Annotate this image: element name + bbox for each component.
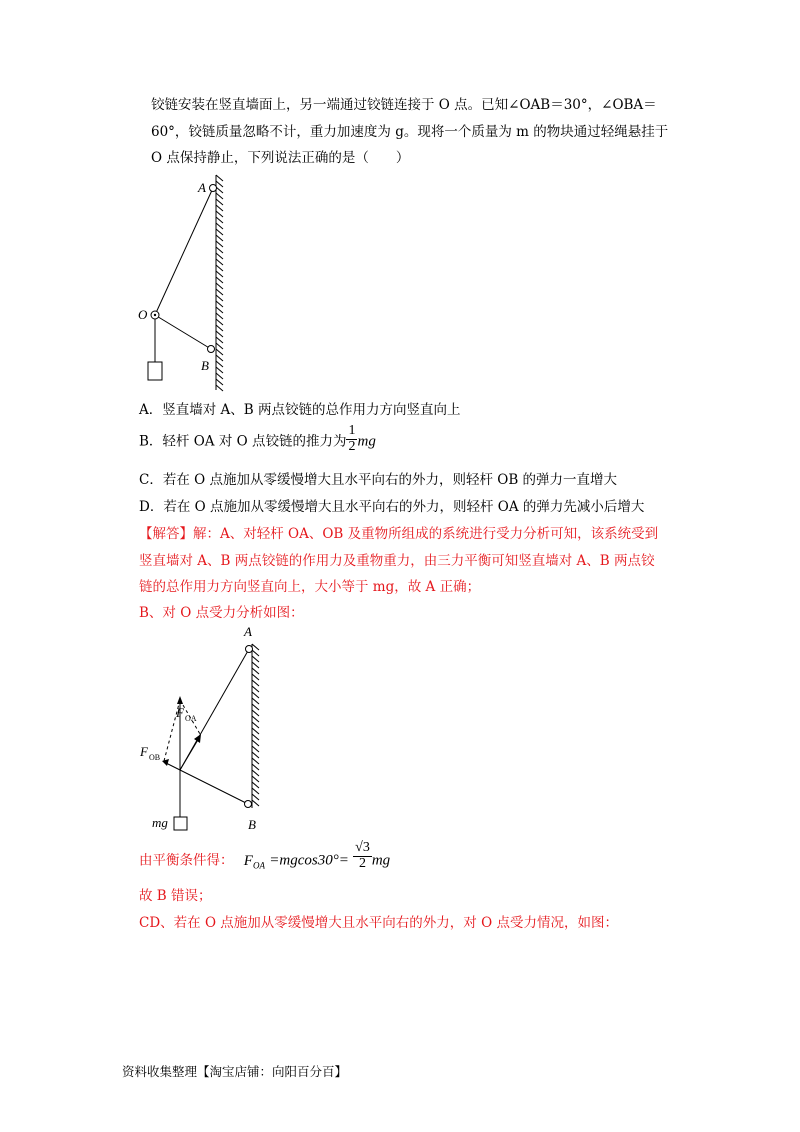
option-b-fraction bbox=[346, 424, 357, 454]
rod-ob-2 bbox=[180, 770, 248, 804]
hatch-mark bbox=[252, 770, 259, 776]
hatch-mark bbox=[216, 199, 223, 205]
question-line-1: 铰链安装在竖直墙面上，另一端通过铰链连接于 O 点。已知∠OAB＝30°，∠OBA＝ bbox=[151, 97, 657, 113]
rod-ob bbox=[155, 315, 211, 349]
hatch-mark bbox=[216, 367, 223, 373]
hatch-mark bbox=[216, 361, 223, 367]
label-fob: F bbox=[140, 744, 148, 759]
option-b bbox=[139, 423, 376, 454]
eq-f: F bbox=[243, 852, 253, 869]
wall-2 bbox=[252, 644, 259, 808]
hatch-mark bbox=[216, 253, 223, 259]
hatch-mark bbox=[216, 337, 223, 343]
hatch-mark bbox=[216, 181, 223, 187]
hinge-a bbox=[210, 185, 217, 192]
eq-f-sub: OA bbox=[252, 860, 265, 871]
hatch-mark bbox=[216, 301, 223, 307]
footer-text: 资料收集整理【淘宝店铺：向阳百分百】 bbox=[122, 1064, 348, 1079]
hatch-mark bbox=[252, 758, 259, 764]
question-line-3: O 点保持静止，下列说法正确的是（ ） bbox=[151, 150, 410, 166]
hatch-mark bbox=[216, 313, 223, 319]
hatch-mark bbox=[216, 319, 223, 325]
hatch-mark bbox=[216, 265, 223, 271]
hatch-mark bbox=[216, 331, 223, 337]
hatch-mark bbox=[252, 686, 259, 692]
hatch-mark bbox=[252, 674, 259, 680]
hatch-mark bbox=[252, 728, 259, 734]
hatch-mark bbox=[216, 283, 223, 289]
hatch-mark bbox=[216, 193, 223, 199]
hatch-mark bbox=[252, 716, 259, 722]
fraction-numerator: 1 bbox=[348, 423, 356, 438]
option-a: A．竖直墙对 A、B 两点铰链的总作用力方向竖直向上 bbox=[139, 402, 461, 418]
hatch-mark bbox=[252, 740, 259, 746]
answer-line-2: 竖直墙对 A、B 两点铰链的作用力及重物重力，由三力平衡可知竖直墙对 A、B 两点铰 bbox=[139, 553, 655, 569]
hatch-mark bbox=[252, 788, 259, 794]
block bbox=[148, 362, 162, 380]
hatch-mark bbox=[252, 656, 259, 662]
hatch-mark bbox=[216, 241, 223, 247]
rod-oa bbox=[155, 188, 213, 315]
hatch-mark bbox=[252, 746, 259, 752]
equation-prefix: 由平衡条件得： bbox=[139, 852, 234, 869]
answer-line-6: CD、若在 O 点施加从零缓慢增大且水平向右的外力，对 O 点受力情况，如图： bbox=[139, 915, 618, 931]
hatch-mark bbox=[252, 698, 259, 704]
hatch-mark bbox=[216, 289, 223, 295]
hatch-mark bbox=[252, 644, 259, 650]
hatch-mark bbox=[216, 307, 223, 313]
hatch-mark bbox=[252, 794, 259, 800]
label-b: B bbox=[201, 358, 209, 373]
fraction-denominator: 2 bbox=[348, 438, 356, 454]
hatch-mark bbox=[216, 349, 223, 355]
hatch-mark bbox=[252, 668, 259, 674]
hatch-mark bbox=[216, 343, 223, 349]
hatch-mark bbox=[216, 259, 223, 265]
hatch-mark bbox=[252, 680, 259, 686]
label-fob-sub: OB bbox=[149, 753, 161, 762]
label-mg: mg bbox=[152, 815, 168, 830]
hatch-mark bbox=[252, 800, 259, 806]
answer-line-1-text: 解：A、对轻杆 OA、OB 及重物所组成的系统进行受力分析可知，该系统受到 bbox=[193, 526, 659, 542]
hatch-mark bbox=[252, 692, 259, 698]
hatch-mark bbox=[216, 223, 223, 229]
hatch-mark bbox=[216, 373, 223, 379]
option-b-text: B．轻杆 OA 对 O 点铰链的推力为 bbox=[139, 433, 347, 450]
hatch-mark bbox=[216, 385, 223, 391]
eq-denominator: 2 bbox=[358, 855, 366, 871]
hatch-mark bbox=[216, 217, 223, 223]
option-b-mg: mg bbox=[357, 433, 376, 450]
hatch-mark bbox=[216, 205, 223, 211]
hatch-mark bbox=[252, 752, 259, 758]
block-2 bbox=[174, 817, 187, 830]
foa-arrow bbox=[194, 734, 201, 743]
hatch-mark bbox=[216, 187, 223, 193]
answer-line-4: B、对 O 点受力分析如图： bbox=[139, 605, 304, 621]
answer-line-5: 故 B 错误； bbox=[139, 888, 212, 904]
equation-line bbox=[139, 840, 391, 871]
eq-mid: =mgcos30°= bbox=[269, 852, 349, 869]
option-c: C．若在 O 点施加从零缓慢增大且水平向右的外力，则轻杆 OB 的弹力一直增大 bbox=[139, 472, 618, 488]
hatch-mark bbox=[216, 175, 223, 181]
hatch-mark bbox=[216, 235, 223, 241]
hatch-mark bbox=[216, 211, 223, 217]
figure-1-diagram bbox=[135, 170, 245, 395]
hatch-mark bbox=[252, 734, 259, 740]
hatch-mark bbox=[216, 355, 223, 361]
eq-mg: mg bbox=[371, 852, 391, 869]
hatch-mark bbox=[216, 379, 223, 385]
wall-hatch bbox=[216, 175, 223, 391]
hatch-mark bbox=[216, 295, 223, 301]
question-line-2: 60°，铰链质量忽略不计，重力加速度为 g。现将一个质量为 m 的物块通过轻绳悬挂于 bbox=[151, 124, 669, 140]
hinge-b bbox=[208, 346, 215, 353]
hatch-mark bbox=[216, 229, 223, 235]
label-a: A bbox=[198, 180, 206, 195]
hatch-mark bbox=[252, 782, 259, 788]
hatch-mark bbox=[252, 776, 259, 782]
answer-line-3: 链的总作用力方向竖直向上，大小等于 mg，故 A 正确； bbox=[139, 579, 481, 595]
label-a-2: A bbox=[244, 624, 252, 639]
eq-numerator: √3 bbox=[355, 840, 370, 855]
label-o: O bbox=[138, 307, 148, 322]
hatch-mark bbox=[252, 650, 259, 656]
hatch-mark bbox=[252, 662, 259, 668]
label-foa: F bbox=[176, 705, 184, 720]
figure-2-diagram bbox=[135, 622, 285, 837]
option-d: D．若在 O 点施加从零缓慢增大且水平向右的外力，则轻杆 OA 的弹力先减小后增大 bbox=[139, 499, 645, 515]
answer-line-1 bbox=[139, 528, 658, 542]
label-foa-sub: OA bbox=[185, 714, 197, 723]
hatch-mark bbox=[252, 764, 259, 770]
hatch-mark bbox=[216, 271, 223, 277]
hatch-mark bbox=[252, 704, 259, 710]
hatch-mark bbox=[216, 247, 223, 253]
answer-tag: 【解答】 bbox=[139, 526, 193, 542]
fob-arrow bbox=[162, 759, 169, 766]
hatch-mark bbox=[252, 710, 259, 716]
hatch-mark bbox=[216, 277, 223, 283]
eq-fraction bbox=[353, 841, 372, 871]
hatch-mark bbox=[252, 722, 259, 728]
hatch-mark bbox=[216, 325, 223, 331]
label-b-2: B bbox=[248, 817, 256, 832]
